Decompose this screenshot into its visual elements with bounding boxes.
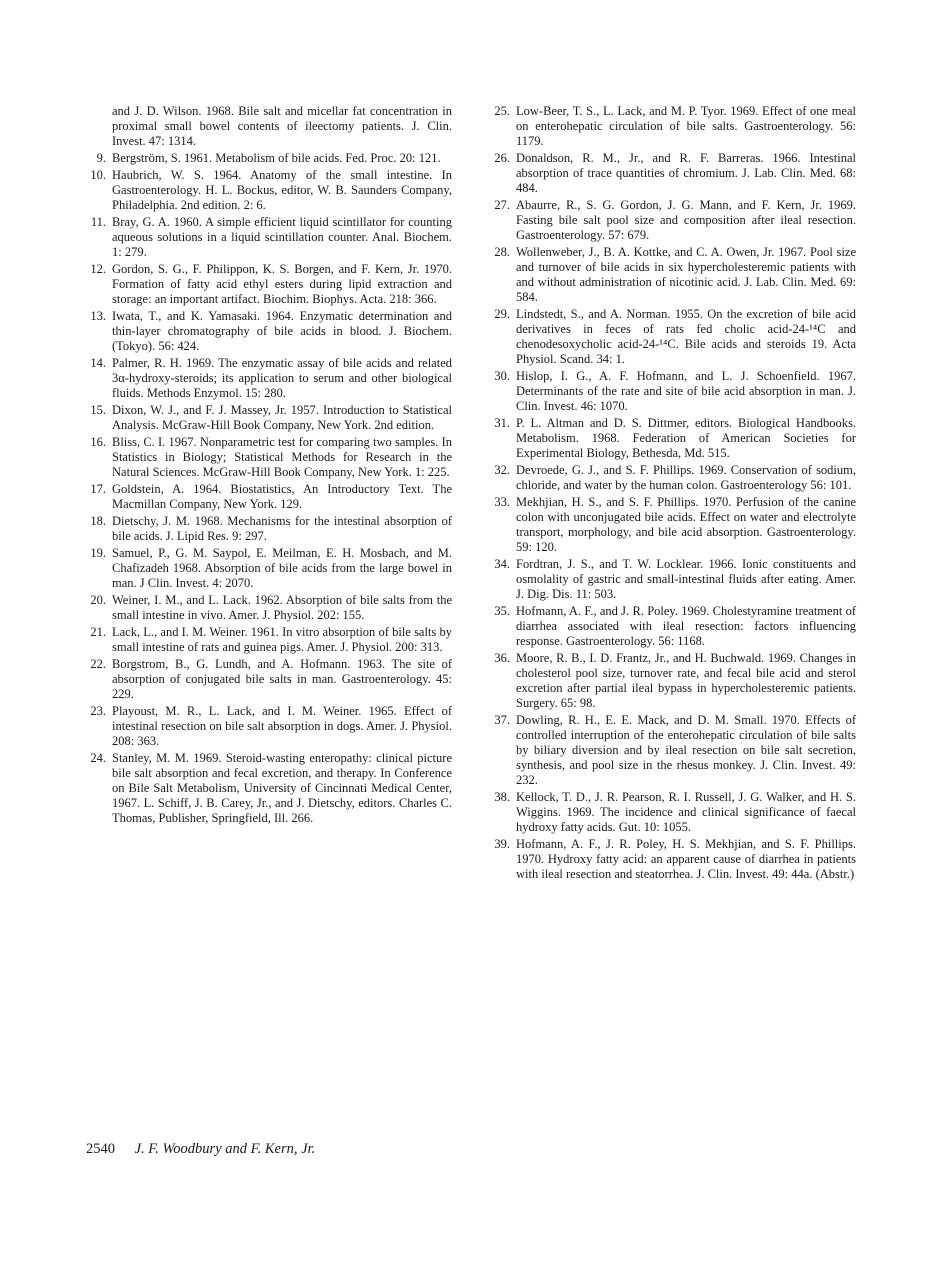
reference-text: Palmer, R. H. 1969. The enzymatic assay of bile acids and related 3α-hydroxy-steroids; its application to serum and other biological fluids. Methods Enzymol. 15: 280.: [112, 356, 452, 400]
reference-number: 11.: [90, 215, 106, 229]
reference-entry: [490, 104, 856, 149]
reference-number: 22.: [90, 657, 106, 671]
reference-number: 35.: [494, 604, 510, 618]
reference-text: Fordtran, J. S., and T. W. Locklear. 1966. Ionic constituents and osmolality of gastric and small-intestinal fluids after eating. Amer. J. Dig. Dis. 11: 503.: [516, 557, 856, 601]
reference-number: 36.: [494, 651, 510, 665]
reference-entry: [490, 713, 856, 788]
reference-text: Donaldson, R. M., Jr., and R. F. Barreras. 1966. Intestinal absorption of trace quantities of chromium. J. Lab. Clin. Med. 68: 484.: [516, 151, 856, 195]
reference-number: 27.: [494, 198, 510, 212]
reference-number: 32.: [494, 463, 510, 477]
reference-number: 20.: [90, 593, 106, 607]
reference-number: 9.: [96, 151, 106, 165]
references-right-column: [490, 104, 856, 884]
reference-text: Dowling, R. H., E. E. Mack, and D. M. Small. 1970. Effects of controlled interruption of the enterohepatic circulation of bile salts by biliary diversion and by ileal resection on bile salt secretion, synthesis, and pool size in the rhesus monkey. J. Clin. Invest. 49: 232.: [516, 713, 856, 787]
reference-number: 24.: [90, 751, 106, 765]
reference-number: 38.: [494, 790, 510, 804]
reference-text: Playoust, M. R., L. Lack, and I. M. Weiner. 1965. Effect of intestinal resection on bile salt absorption in dogs. Amer. J. Physiol. 208: 363.: [112, 704, 452, 748]
reference-entry: [490, 651, 856, 711]
reference-text: Kellock, T. D., J. R. Pearson, R. I. Russell, J. G. Walker, and H. S. Wiggins. 1969. The incidence and clinical significance of faecal hydroxy fatty acids. Gut. 10: 1055.: [516, 790, 856, 834]
reference-entry: [86, 751, 452, 826]
reference-entry: [490, 245, 856, 305]
reference-text: Lindstedt, S., and A. Norman. 1955. On the excretion of bile acid derivatives in feces of rats fed cholic acid-24-¹⁴C and chenodesoxycholic acid-24-¹⁴C. Bile acids and steroids 19. Acta Physiol. Scand. 34: 1.: [516, 307, 856, 366]
running-authors: J. F. Woodbury and F. Kern, Jr.: [134, 1141, 316, 1157]
reference-text: Wollenweber, J., B. A. Kottke, and C. A. Owen, Jr. 1967. Pool size and turnover of bile acids in six hypercholesteremic patients with and without administration of nicotinic acid. J. Lab. Clin. Med. 69: 584.: [516, 245, 856, 304]
reference-text: Goldstein, A. 1964. Biostatistics, An Introductory Text. The Macmillan Company, New York. 129.: [112, 482, 452, 511]
reference-number: 14.: [90, 356, 106, 370]
reference-entry: [490, 369, 856, 414]
reference-entry: [490, 307, 856, 367]
reference-entry: [86, 546, 452, 591]
reference-text: P. L. Altman and D. S. Dittmer, editors. Biological Handbooks. Metabolism. 1968. Federation of American Societies for Experimental Biology, Bethesda, Md. 515.: [516, 416, 856, 460]
page-footer: [86, 1141, 315, 1158]
reference-entry: [86, 168, 452, 213]
reference-entry: [86, 356, 452, 401]
reference-number: 34.: [494, 557, 510, 571]
reference-entry: [86, 593, 452, 623]
reference-entry: [86, 215, 452, 260]
reference-text: Hofmann, A. F., J. R. Poley, H. S. Mekhjian, and S. F. Phillips. 1970. Hydroxy fatty acid: an apparent cause of diarrhea in patients with ileal resection and steatorrhea. J. Clin. Invest. 49: 44a. (Abstr.): [516, 837, 856, 881]
reference-text: Lack, L., and I. M. Weiner. 1961. In vitro absorption of bile salts by small intestine of rats and guinea pigs. Amer. J. Physiol. 200: 313.: [112, 625, 452, 654]
reference-text: Samuel, P., G. M. Saypol, E. Meilman, E. H. Mosbach, and M. Chafizadeh 1968. Absorption of bile acids from the large bowel in man. J Clin. Invest. 4: 2070.: [112, 546, 452, 590]
reference-number: 33.: [494, 495, 510, 509]
reference-number: 29.: [494, 307, 510, 321]
reference-entry: [86, 704, 452, 749]
reference-entry: [86, 403, 452, 433]
reference-text: Hofmann, A. F., and J. R. Poley. 1969. Cholestyramine treatment of diarrhea associated with ileal resection: factors influencing response. Gastroenterology. 56: 1168.: [516, 604, 856, 648]
reference-number: 39.: [494, 837, 510, 851]
reference-entry: [490, 495, 856, 555]
reference-text: Bliss, C. I. 1967. Nonparametric test for comparing two samples. In Statistics in Biology; Statistical Methods for Research in the Natural Sciences. McGraw-Hill Book Company, New York. 1: 225.: [112, 435, 452, 479]
reference-entry: [86, 625, 452, 655]
reference-text: Low-Beer, T. S., L. Lack, and M. P. Tyor. 1969. Effect of one meal on enterohepatic circulation of bile salts. Gastroenterology. 56: 1179.: [516, 104, 856, 148]
reference-text: Iwata, T., and K. Yamasaki. 1964. Enzymatic determination and thin-layer chromatography of bile acids in blood. J. Biochem. (Tokyo). 56: 424.: [112, 309, 452, 353]
reference-number: 28.: [494, 245, 510, 259]
reference-entry: [86, 514, 452, 544]
reference-entry: [490, 151, 856, 196]
reference-number: 18.: [90, 514, 106, 528]
reference-number: 31.: [494, 416, 510, 430]
reference-text: Gordon, S. G., F. Philippon, K. S. Borgen, and F. Kern, Jr. 1970. Formation of fatty acid ethyl esters during lipid extraction and storage: an important artifact. Biochim. Biophys. Acta. 218: 366.: [112, 262, 452, 306]
reference-text: Mekhjian, H. S., and S. F. Phillips. 1970. Perfusion of the canine colon with unconjugated bile acids. Effect on water and electrolyte transport, morphology, and bile acid absorption. Gastroenterology. 59: 120.: [516, 495, 856, 554]
reference-number: 10.: [90, 168, 106, 182]
reference-number: 30.: [494, 369, 510, 383]
reference-entry: [490, 837, 856, 882]
reference-entry: [490, 416, 856, 461]
reference-text: Abaurre, R., S. G. Gordon, J. G. Mann, and F. Kern, Jr. 1969. Fasting bile salt pool size and composition after ileal resection. Gastroenterology. 57: 679.: [516, 198, 856, 242]
reference-entry: [86, 151, 452, 166]
reference-text: Devroede, G. J., and S. F. Phillips. 1969. Conservation of sodium, chloride, and water by the human colon. Gastroenterology 56: 101.: [516, 463, 856, 492]
reference-text: Dixon, W. J., and F. J. Massey, Jr. 1957. Introduction to Statistical Analysis. McGraw-Hill Book Company, New York. 2nd edition.: [112, 403, 452, 432]
reference-number: 15.: [90, 403, 106, 417]
reference-text: Dietschy, J. M. 1968. Mechanisms for the intestinal absorption of bile acids. J. Lipid Res. 9: 297.: [112, 514, 452, 543]
reference-number: 17.: [90, 482, 106, 496]
reference-entry: [86, 482, 452, 512]
reference-number: 21.: [90, 625, 106, 639]
reference-number: 23.: [90, 704, 106, 718]
reference-number: 16.: [90, 435, 106, 449]
reference-text: Borgstrom, B., G. Lundh, and A. Hofmann. 1963. The site of absorption of conjugated bile salts in man. Gastroenterology. 45: 229.: [112, 657, 452, 701]
reference-number: 19.: [90, 546, 106, 560]
reference-entry: [490, 463, 856, 493]
reference-number: 13.: [90, 309, 106, 323]
reference-text: Haubrich, W. S. 1964. Anatomy of the small intestine. In Gastroenterology. H. L. Bockus, editor, W. B. Saunders Company, Philadelphia. 2nd edition. 2: 6.: [112, 168, 452, 212]
page-number: 2540: [86, 1141, 115, 1157]
reference-entry: [490, 557, 856, 602]
reference-entry: [86, 435, 452, 480]
reference-entry: [86, 657, 452, 702]
reference-number: 37.: [494, 713, 510, 727]
reference-text: Hislop, I. G., A. F. Hofmann, and L. J. Schoenfield. 1967. Determinants of the rate and site of bile acid absorption in man. J. Clin. Invest. 46: 1070.: [516, 369, 856, 413]
reference-number: 26.: [494, 151, 510, 165]
reference-text: Bergström, S. 1961. Metabolism of bile acids. Fed. Proc. 20: 121.: [112, 151, 441, 165]
reference-entry: [86, 309, 452, 354]
reference-entry: [86, 104, 452, 149]
reference-text: Stanley, M. M. 1969. Steroid-wasting enteropathy: clinical picture bile salt absorption and fecal excretion, and therapy. In Conference on Bile Salt Metabolism, University of Cincinnati Medical Center, 1967. L. Schiff, J. B. Carey, Jr., and J. Dietschy, editors. Charles C. Thomas, Publisher, Springfield, Ill. 266.: [112, 751, 452, 825]
reference-entry: [490, 790, 856, 835]
reference-entry: [86, 262, 452, 307]
reference-text: Moore, R. B., I. D. Frantz, Jr., and H. Buchwald. 1969. Changes in cholesterol pool size, turnover rate, and fecal bile acid and sterol excretion after partial ileal bypass in hypercholesteremic patients. Surgery. 65: 98.: [516, 651, 856, 710]
reference-text: and J. D. Wilson. 1968. Bile salt and micellar fat concentration in proximal small bowel contents of ileectomy patients. J. Clin. Invest. 47: 1314.: [112, 104, 452, 148]
reference-entry: [490, 604, 856, 649]
references-left-column: [86, 104, 452, 828]
reference-number: 25.: [494, 104, 510, 118]
reference-number: 12.: [90, 262, 106, 276]
reference-text: Weiner, I. M., and L. Lack. 1962. Absorption of bile salts from the small intestine in vivo. Amer. J. Physiol. 202: 155.: [112, 593, 452, 622]
reference-entry: [490, 198, 856, 243]
reference-text: Bray, G. A. 1960. A simple efficient liquid scintillator for counting aqueous solutions in a liquid scintillation counter. Anal. Biochem. 1: 279.: [112, 215, 452, 259]
